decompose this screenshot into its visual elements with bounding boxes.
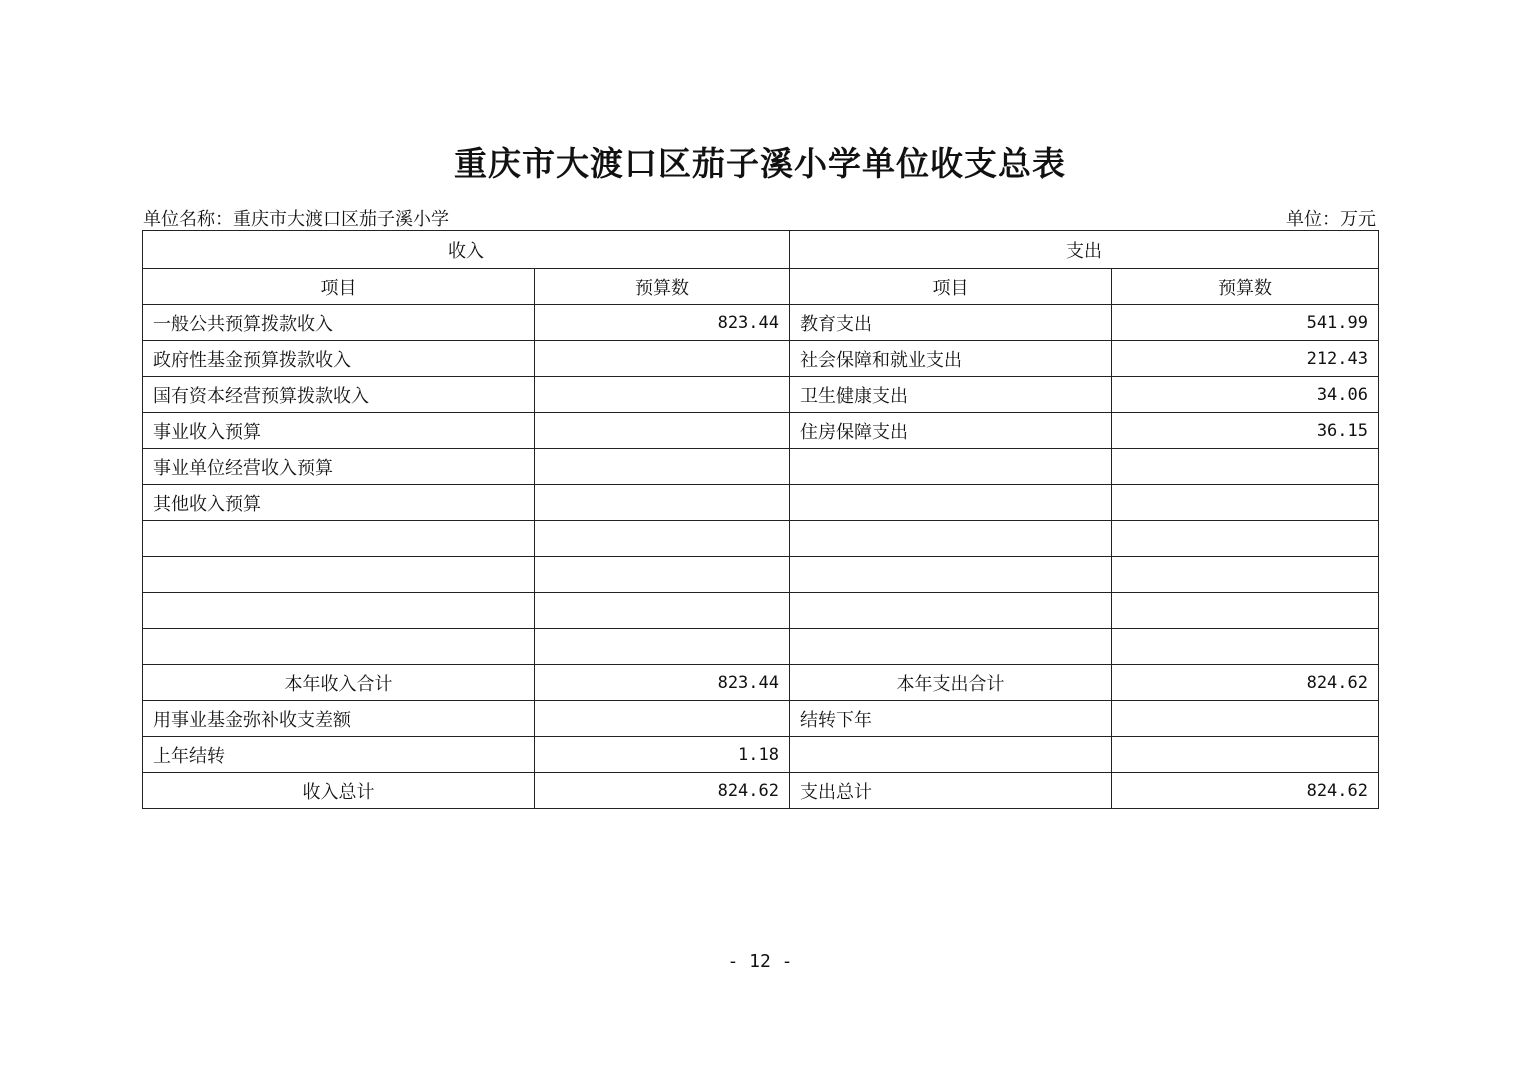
income-item-cell (143, 629, 535, 665)
expense-item-cell: 住房保障支出 (790, 413, 1112, 449)
table-row (143, 485, 1379, 521)
carry-forward-label: 结转下年 (790, 701, 1112, 737)
supplement-row (143, 701, 1379, 737)
meta-row (143, 205, 1378, 231)
carryover-row (143, 737, 1379, 773)
carry-forward-amount (1112, 701, 1379, 737)
income-item-cell: 事业单位经营收入预算 (143, 449, 535, 485)
expense-amount-cell (1112, 521, 1379, 557)
expense-amount-cell (1112, 593, 1379, 629)
expense-amount-cell: 541.99 (1112, 305, 1379, 341)
expense-amount-cell: 212.43 (1112, 341, 1379, 377)
income-group-header: 收入 (143, 231, 790, 269)
expense-item-cell (790, 593, 1112, 629)
income-amount-cell (535, 449, 790, 485)
income-item-header: 项目 (143, 269, 535, 305)
income-item-cell: 国有资本经营预算拨款收入 (143, 377, 535, 413)
carryover-expense-amount (1112, 737, 1379, 773)
table-row (143, 413, 1379, 449)
income-amount-cell (535, 557, 790, 593)
prior-year-carryover-label: 上年结转 (143, 737, 535, 773)
expense-item-cell: 教育支出 (790, 305, 1112, 341)
expense-group-header: 支出 (790, 231, 1379, 269)
expense-grand-total-label: 支出总计 (790, 773, 1112, 809)
expense-amount-cell: 36.15 (1112, 413, 1379, 449)
page-number: - 12 - (727, 951, 793, 972)
income-item-cell: 其他收入预算 (143, 485, 535, 521)
table-row (143, 629, 1379, 665)
income-item-cell (143, 557, 535, 593)
table-row (143, 521, 1379, 557)
table-row (143, 557, 1379, 593)
income-grand-total-amount: 824.62 (535, 773, 790, 809)
expense-amount-cell (1112, 557, 1379, 593)
year-income-total-amount: 823.44 (535, 665, 790, 701)
fund-supplement-label: 用事业基金弥补收支差额 (143, 701, 535, 737)
year-expense-total-label: 本年支出合计 (790, 665, 1112, 701)
table-row (143, 341, 1379, 377)
income-item-cell (143, 521, 535, 557)
expense-item-cell: 社会保障和就业支出 (790, 341, 1112, 377)
year-total-row (143, 665, 1379, 701)
income-amount-cell (535, 377, 790, 413)
expense-item-cell (790, 521, 1112, 557)
income-expense-summary-table (142, 230, 1379, 809)
grand-total-row (143, 773, 1379, 809)
income-amount-cell (535, 485, 790, 521)
expense-item-cell (790, 449, 1112, 485)
document-title: 重庆市大渡口区茄子溪小学单位收支总表 (454, 144, 1066, 183)
expense-item-cell (790, 485, 1112, 521)
income-amount-cell: 823.44 (535, 305, 790, 341)
income-item-cell: 一般公共预算拨款收入 (143, 305, 535, 341)
expense-item-cell: 卫生健康支出 (790, 377, 1112, 413)
unit-label: 单位：万元 (1286, 209, 1376, 230)
carryover-expense-label (790, 737, 1112, 773)
expense-amount-cell: 34.06 (1112, 377, 1379, 413)
expense-amount-cell (1112, 485, 1379, 521)
expense-grand-total-amount: 824.62 (1112, 773, 1379, 809)
income-budget-header: 预算数 (535, 269, 790, 305)
expense-amount-cell (1112, 449, 1379, 485)
income-amount-cell (535, 413, 790, 449)
table-row (143, 449, 1379, 485)
year-income-total-label: 本年收入合计 (143, 665, 535, 701)
income-grand-total-label: 收入总计 (143, 773, 535, 809)
table-row (143, 593, 1379, 629)
expense-item-cell (790, 629, 1112, 665)
income-item-cell: 事业收入预算 (143, 413, 535, 449)
table-row (143, 377, 1379, 413)
expense-item-header: 项目 (790, 269, 1112, 305)
income-item-cell: 政府性基金预算拨款收入 (143, 341, 535, 377)
prior-year-carryover-amount: 1.18 (535, 737, 790, 773)
income-amount-cell (535, 593, 790, 629)
income-amount-cell (535, 629, 790, 665)
expense-budget-header: 预算数 (1112, 269, 1379, 305)
column-header-row (143, 269, 1379, 305)
fund-supplement-amount (535, 701, 790, 737)
income-amount-cell (535, 341, 790, 377)
income-item-cell (143, 593, 535, 629)
income-amount-cell (535, 521, 790, 557)
group-header-row (143, 231, 1379, 269)
expense-amount-cell (1112, 629, 1379, 665)
expense-item-cell (790, 557, 1112, 593)
year-expense-total-amount: 824.62 (1112, 665, 1379, 701)
table-row (143, 305, 1379, 341)
unit-name-label: 单位名称：重庆市大渡口区茄子溪小学 (143, 209, 449, 230)
